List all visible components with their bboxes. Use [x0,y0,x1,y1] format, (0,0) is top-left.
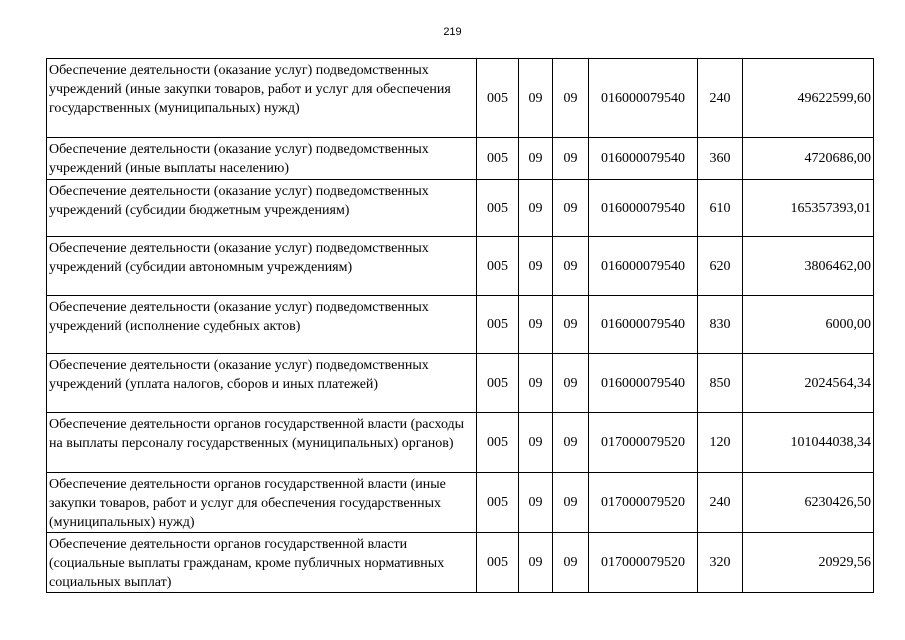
expense-name-cell: Обеспечение деятельности (оказание услуг) подведомственных учреждений (уплата налогов, сборов и иных платежей) [47,354,477,413]
expense-type-cell: 320 [698,533,743,593]
table-row [47,296,874,354]
amount-cell: 6000,00 [743,296,874,354]
amount-cell: 2024564,34 [743,354,874,413]
target-article-cell: 016000079540 [589,354,698,413]
expense-name-cell: Обеспечение деятельности (оказание услуг) подведомственных учреждений (иные выплаты населению) [47,138,477,180]
section-code-cell: 09 [519,533,553,593]
expense-type-cell: 240 [698,473,743,533]
expense-type-cell: 830 [698,296,743,354]
expense-name-cell: Обеспечение деятельности органов государственной власти (иные закупки товаров, работ и услуг для обеспечения государственных (муниципальных) нужд) [47,473,477,533]
section-code-cell: 09 [519,237,553,296]
target-article-cell: 017000079520 [589,533,698,593]
target-article-cell: 016000079540 [589,296,698,354]
ministry-code-cell: 005 [477,296,519,354]
ministry-code-cell: 005 [477,473,519,533]
target-article-cell: 016000079540 [589,180,698,237]
table-row [47,59,874,138]
section-code-cell: 09 [519,59,553,138]
ministry-code-cell: 005 [477,180,519,237]
target-article-cell: 017000079520 [589,413,698,473]
table-row [47,413,874,473]
subsection-code-cell: 09 [553,413,589,473]
expense-name-cell: Обеспечение деятельности (оказание услуг) подведомственных учреждений (исполнение судебных актов) [47,296,477,354]
ministry-code-cell: 005 [477,237,519,296]
expense-name-cell: Обеспечение деятельности органов государственной власти (социальные выплаты гражданам, кроме публичных нормативных социальных выплат) [47,533,477,593]
table-row [47,473,874,533]
expense-name-cell: Обеспечение деятельности (оказание услуг) подведомственных учреждений (субсидии бюджетным учреждениям) [47,180,477,237]
amount-cell: 20929,56 [743,533,874,593]
table-row [47,138,874,180]
subsection-code-cell: 09 [553,296,589,354]
amount-cell: 101044038,34 [743,413,874,473]
section-code-cell: 09 [519,180,553,237]
expense-name-cell: Обеспечение деятельности (оказание услуг) подведомственных учреждений (иные закупки товаров, работ и услуг для обеспечения государственных (муниципальных) нужд) [47,59,477,138]
expense-name-cell: Обеспечение деятельности органов государственной власти (расходы на выплаты персоналу государственных (муниципальных) органов) [47,413,477,473]
amount-cell: 6230426,50 [743,473,874,533]
subsection-code-cell: 09 [553,180,589,237]
ministry-code-cell: 005 [477,59,519,138]
target-article-cell: 016000079540 [589,138,698,180]
subsection-code-cell: 09 [553,354,589,413]
expense-type-cell: 360 [698,138,743,180]
table-row [47,237,874,296]
section-code-cell: 09 [519,354,553,413]
expense-name-cell: Обеспечение деятельности (оказание услуг) подведомственных учреждений (субсидии автономным учреждениям) [47,237,477,296]
expense-type-cell: 240 [698,59,743,138]
section-code-cell: 09 [519,473,553,533]
subsection-code-cell: 09 [553,473,589,533]
table-row [47,354,874,413]
subsection-code-cell: 09 [553,533,589,593]
expense-type-cell: 850 [698,354,743,413]
section-code-cell: 09 [519,296,553,354]
amount-cell: 49622599,60 [743,59,874,138]
expense-type-cell: 120 [698,413,743,473]
subsection-code-cell: 09 [553,138,589,180]
table-row [47,533,874,593]
amount-cell: 165357393,01 [743,180,874,237]
expense-type-cell: 610 [698,180,743,237]
subsection-code-cell: 09 [553,59,589,138]
amount-cell: 3806462,00 [743,237,874,296]
budget-table [46,58,874,593]
table-row [47,180,874,237]
target-article-cell: 017000079520 [589,473,698,533]
ministry-code-cell: 005 [477,138,519,180]
target-article-cell: 016000079540 [589,59,698,138]
section-code-cell: 09 [519,138,553,180]
target-article-cell: 016000079540 [589,237,698,296]
subsection-code-cell: 09 [553,237,589,296]
ministry-code-cell: 005 [477,413,519,473]
ministry-code-cell: 005 [477,354,519,413]
section-code-cell: 09 [519,413,553,473]
page-number: 219 [443,26,462,38]
ministry-code-cell: 005 [477,533,519,593]
amount-cell: 4720686,00 [743,138,874,180]
expense-type-cell: 620 [698,237,743,296]
